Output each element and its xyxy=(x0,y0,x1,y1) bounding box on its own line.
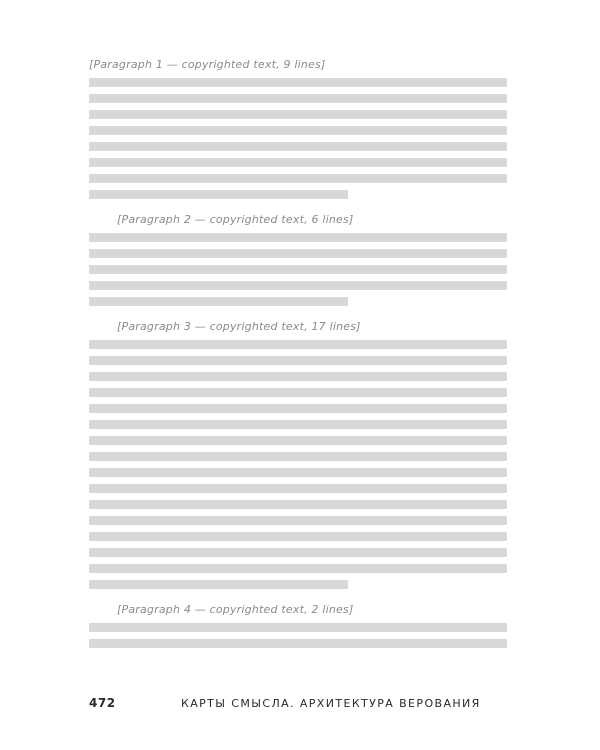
paragraph-3 xyxy=(89,320,507,589)
running-header: КАРТЫ СМЫСЛА. АРХИТЕКТУРА ВЕРОВАНИЯ xyxy=(181,697,481,710)
paragraph-3-placeholder: [Paragraph 3 — copyrighted text, 17 lines] xyxy=(117,320,361,333)
paragraph-2 xyxy=(89,213,507,306)
paragraph-2-placeholder: [Paragraph 2 — copyrighted text, 6 lines] xyxy=(117,213,354,226)
paragraph-4 xyxy=(89,603,507,648)
body-text xyxy=(89,58,507,662)
paragraph-1-placeholder: [Paragraph 1 — copyrighted text, 9 lines] xyxy=(89,58,326,71)
page-footer xyxy=(89,696,507,710)
page-number: 472 xyxy=(89,696,116,710)
paragraph-1 xyxy=(89,58,507,199)
paragraph-4-placeholder: [Paragraph 4 — copyrighted text, 2 lines] xyxy=(117,603,354,616)
